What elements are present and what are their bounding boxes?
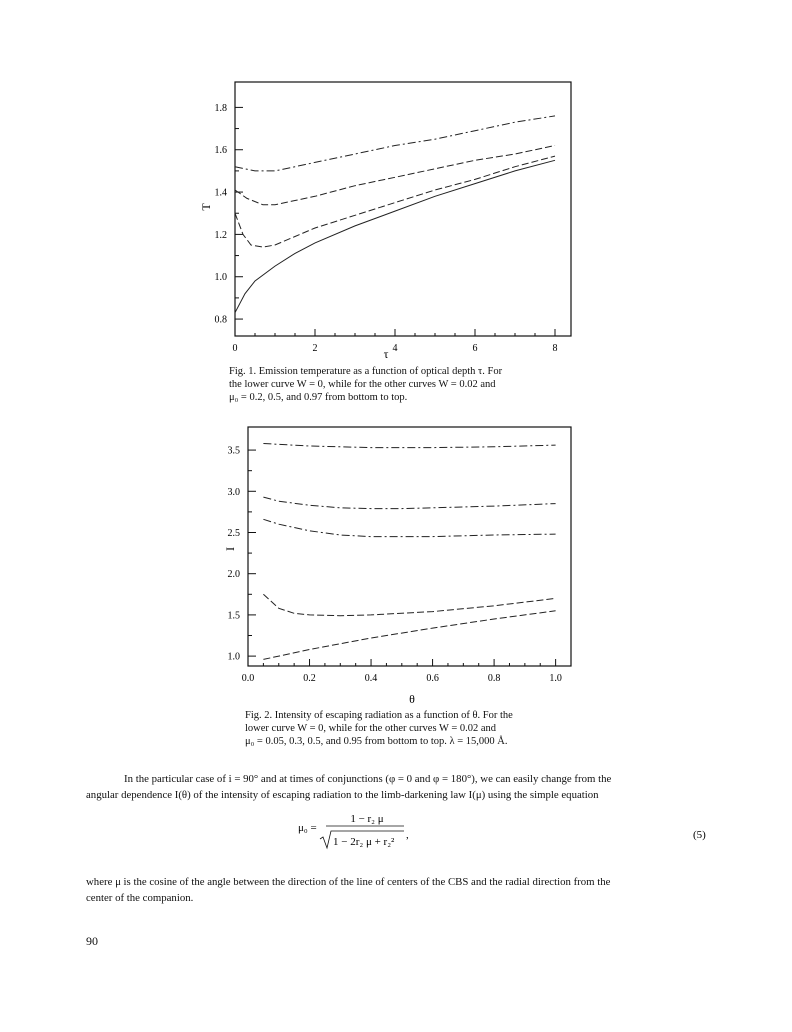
caption-line: the lower curve W = 0, while for the other curves W = 0.02 and xyxy=(229,379,496,390)
fig1-y-tick-label: 1.8 xyxy=(214,102,227,114)
caption-line: μ₀ = 0.2, 0.5, and 0.97 from bottom to top. xyxy=(229,392,408,403)
fig2-y-tick-label: 2.5 xyxy=(227,527,240,539)
fig1-y-tick-label: 1.6 xyxy=(214,145,227,157)
fig2-y-tick-label: 1.5 xyxy=(227,610,240,622)
fig1-y-axis-label: T xyxy=(199,203,213,211)
body-paragraph-2 xyxy=(86,874,714,906)
caption-line: Fig. 2. Intensity of escaping radiation as a function of θ. For the xyxy=(245,710,513,721)
fig1-y-tick-label: 1.2 xyxy=(214,229,227,241)
fig2-x-tick-label: 0.6 xyxy=(426,673,439,684)
paragraph-line: angular dependence I(θ) of the intensity of escaping radiation to the limb-darkening law I(μ) using the simple equation xyxy=(86,789,599,801)
caption-line: μ₀ = 0.05, 0.3, 0.5, and 0.95 from bottom to top. λ = 15,000 Å. xyxy=(245,736,508,747)
paragraph-line: center of the companion. xyxy=(86,892,194,904)
fig1-x-tick-label: 2 xyxy=(312,343,318,354)
fig2-y-axis-label: I xyxy=(223,547,237,551)
equation-lhs: μ₀ = xyxy=(298,822,317,834)
fig2-x-tick-label: 0.2 xyxy=(303,673,316,684)
fig1-x-tick-label: 6 xyxy=(472,343,478,354)
fig2-y-tick-label: 3.5 xyxy=(227,445,240,457)
equation-numerator: 1 − r₂ μ xyxy=(350,813,384,825)
fig1-y-tick-label: 1.4 xyxy=(214,187,227,199)
fig1-x-tick-label: 8 xyxy=(552,343,558,354)
fig2-x-axis-label: θ xyxy=(409,692,415,706)
page-number: 90 xyxy=(86,934,98,948)
fig1-x-tick-label: 4 xyxy=(392,343,398,354)
equation-trailing-comma: , xyxy=(406,829,409,841)
fig2-x-tick-label: 0.0 xyxy=(241,673,255,684)
equation-number: (5) xyxy=(693,829,706,841)
fig2-y-tick-label: 1.0 xyxy=(227,651,240,663)
fig1-y-tick-label: 1.0 xyxy=(214,272,227,284)
fig2-y-tick-label: 2.0 xyxy=(227,569,240,581)
paragraph-line: In the particular case of i = 90° and at times of conjunctions (φ = 0 and φ = 180°), we can easily change from the xyxy=(124,773,612,785)
caption-line: lower curve W = 0, while for the other curves W = 0.02 and xyxy=(245,723,497,734)
caption-line: Fig. 1. Emission temperature as a function of optical depth τ. For xyxy=(229,366,503,377)
fig2-x-tick-label: 0.8 xyxy=(487,673,501,684)
fig1-y-tick-label: 0.8 xyxy=(214,314,227,326)
fig1-x-tick-label: 0 xyxy=(232,343,238,354)
equation-denominator: 1 − 2r₂ μ + r₂² xyxy=(333,836,395,848)
fig2-x-tick-label: 0.4 xyxy=(364,673,378,684)
fig2-x-tick-label: 1.0 xyxy=(549,673,562,684)
paragraph-line: where μ is the cosine of the angle between the direction of the line of centers of the CBS and the radial direction from the xyxy=(86,876,611,888)
fig1-x-axis-label: τ xyxy=(383,347,389,361)
fig2-y-tick-label: 3.0 xyxy=(227,486,240,498)
